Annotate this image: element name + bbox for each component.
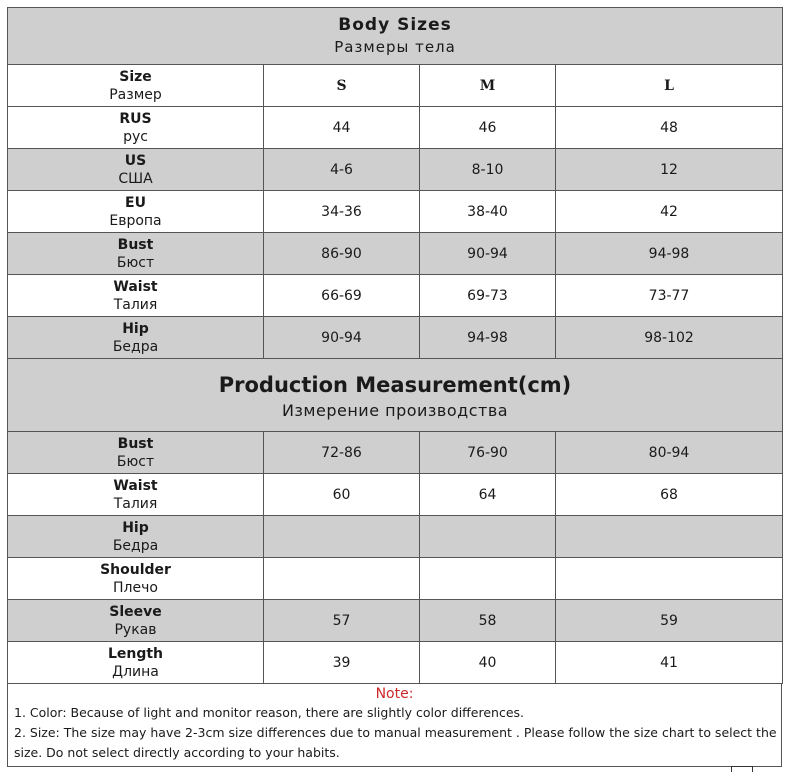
row-label-en: Length [107,645,164,662]
size-chart-table [7,7,783,684]
row-label [8,516,264,558]
row-label-ru: Бюст [116,453,155,470]
table-row [8,107,783,149]
row-label [8,149,264,191]
cell-value: 66-69 [264,275,420,317]
production-title-ru: Измерение производства [281,401,509,420]
table-row [8,191,783,233]
row-label-ru: Плечо [113,579,158,596]
cell-value: 4-6 [264,149,420,191]
row-label [8,233,264,275]
cell-value: 64 [420,474,556,516]
body-sizes-title-cell [8,8,783,65]
cell-value: 34-36 [264,191,420,233]
row-label-ru: Европа [109,212,162,229]
cell-value: 90-94 [264,317,420,359]
cell-value: 42 [556,191,783,233]
row-label [8,432,264,474]
size-label-en: Size [119,68,152,85]
row-label-en: EU [125,194,146,211]
cell-value: 41 [556,642,783,684]
table-row [8,275,783,317]
cell-value: 80-94 [556,432,783,474]
cell-value: 58 [420,600,556,642]
row-label [8,107,264,149]
row-label-en: US [124,152,147,169]
row-label [8,600,264,642]
size-label-ru: Размер [109,86,162,103]
row-label-en: Sleeve [109,603,162,620]
row-label [8,191,264,233]
table-row [8,600,783,642]
cell-value: 38-40 [420,191,556,233]
corner-mark [731,766,753,772]
cell-value: 94-98 [420,317,556,359]
cell-value [556,516,783,558]
size-header-label [8,65,264,107]
row-label [8,317,264,359]
cell-value: 90-94 [420,233,556,275]
production-title-cell [8,359,783,432]
body-sizes-title: Body Sizes [338,15,452,35]
row-label-en: Bust [117,435,154,452]
row-label-ru: США [118,170,153,187]
production-title-row [8,359,783,432]
row-label-en: Hip [122,320,149,337]
row-label-en: Bust [117,236,154,253]
row-label-ru: Бюст [116,254,155,271]
cell-value: 48 [556,107,783,149]
cell-value: 98-102 [556,317,783,359]
cell-value: 60 [264,474,420,516]
cell-value: 73-77 [556,275,783,317]
cell-value: 46 [420,107,556,149]
production-title: Production Measurement(cm) [218,373,572,397]
row-label [8,642,264,684]
table-row [8,432,783,474]
table-row [8,642,783,684]
row-label-en: Hip [122,519,149,536]
size-header-m: M [420,65,556,107]
row-label [8,558,264,600]
size-header-row [8,65,783,107]
note-item-color: 1. Color: Because of light and monitor reason, there are slightly color differences. [14,705,524,720]
row-label-ru: Рукав [114,621,157,638]
notes-box [7,684,782,767]
cell-value: 39 [264,642,420,684]
table-row [8,233,783,275]
cell-value: 12 [556,149,783,191]
cell-value: 94-98 [556,233,783,275]
row-label [8,275,264,317]
row-label-en: RUS [119,110,152,127]
cell-value: 68 [556,474,783,516]
row-label-en: Shoulder [100,561,171,578]
cell-value: 59 [556,600,783,642]
table-row [8,558,783,600]
row-label-ru: рус [123,128,148,145]
cell-value: 57 [264,600,420,642]
table-row [8,474,783,516]
table-row [8,149,783,191]
cell-value: 69-73 [420,275,556,317]
cell-value [556,558,783,600]
cell-value [420,558,556,600]
cell-value: 76-90 [420,432,556,474]
row-label-en: Waist [113,278,158,295]
cell-value [264,558,420,600]
cell-value: 40 [420,642,556,684]
body-sizes-title-ru: Размеры тела [334,38,456,56]
body-sizes-title-row [8,8,783,65]
row-label-ru: Бедра [112,537,159,554]
cell-value [264,516,420,558]
cell-value: 44 [264,107,420,149]
cell-value [420,516,556,558]
cell-value: 72-86 [264,432,420,474]
row-label-ru: Длина [112,663,159,680]
table-row [8,516,783,558]
size-header-s: S [264,65,420,107]
cell-value: 86-90 [264,233,420,275]
table-row [8,317,783,359]
size-header-l: L [556,65,783,107]
row-label-en: Waist [113,477,158,494]
row-label [8,474,264,516]
note-title: Note: [375,686,414,702]
cell-value: 8-10 [420,149,556,191]
row-label-ru: Талия [113,495,158,512]
row-label-ru: Талия [113,296,158,313]
row-label-ru: Бедра [112,338,159,355]
note-item-size: 2. Size: The size may have 2-3cm size differences due to manual measurement . Please follow the size chart to select the size. Do not select directly according to your habits. [14,725,777,760]
